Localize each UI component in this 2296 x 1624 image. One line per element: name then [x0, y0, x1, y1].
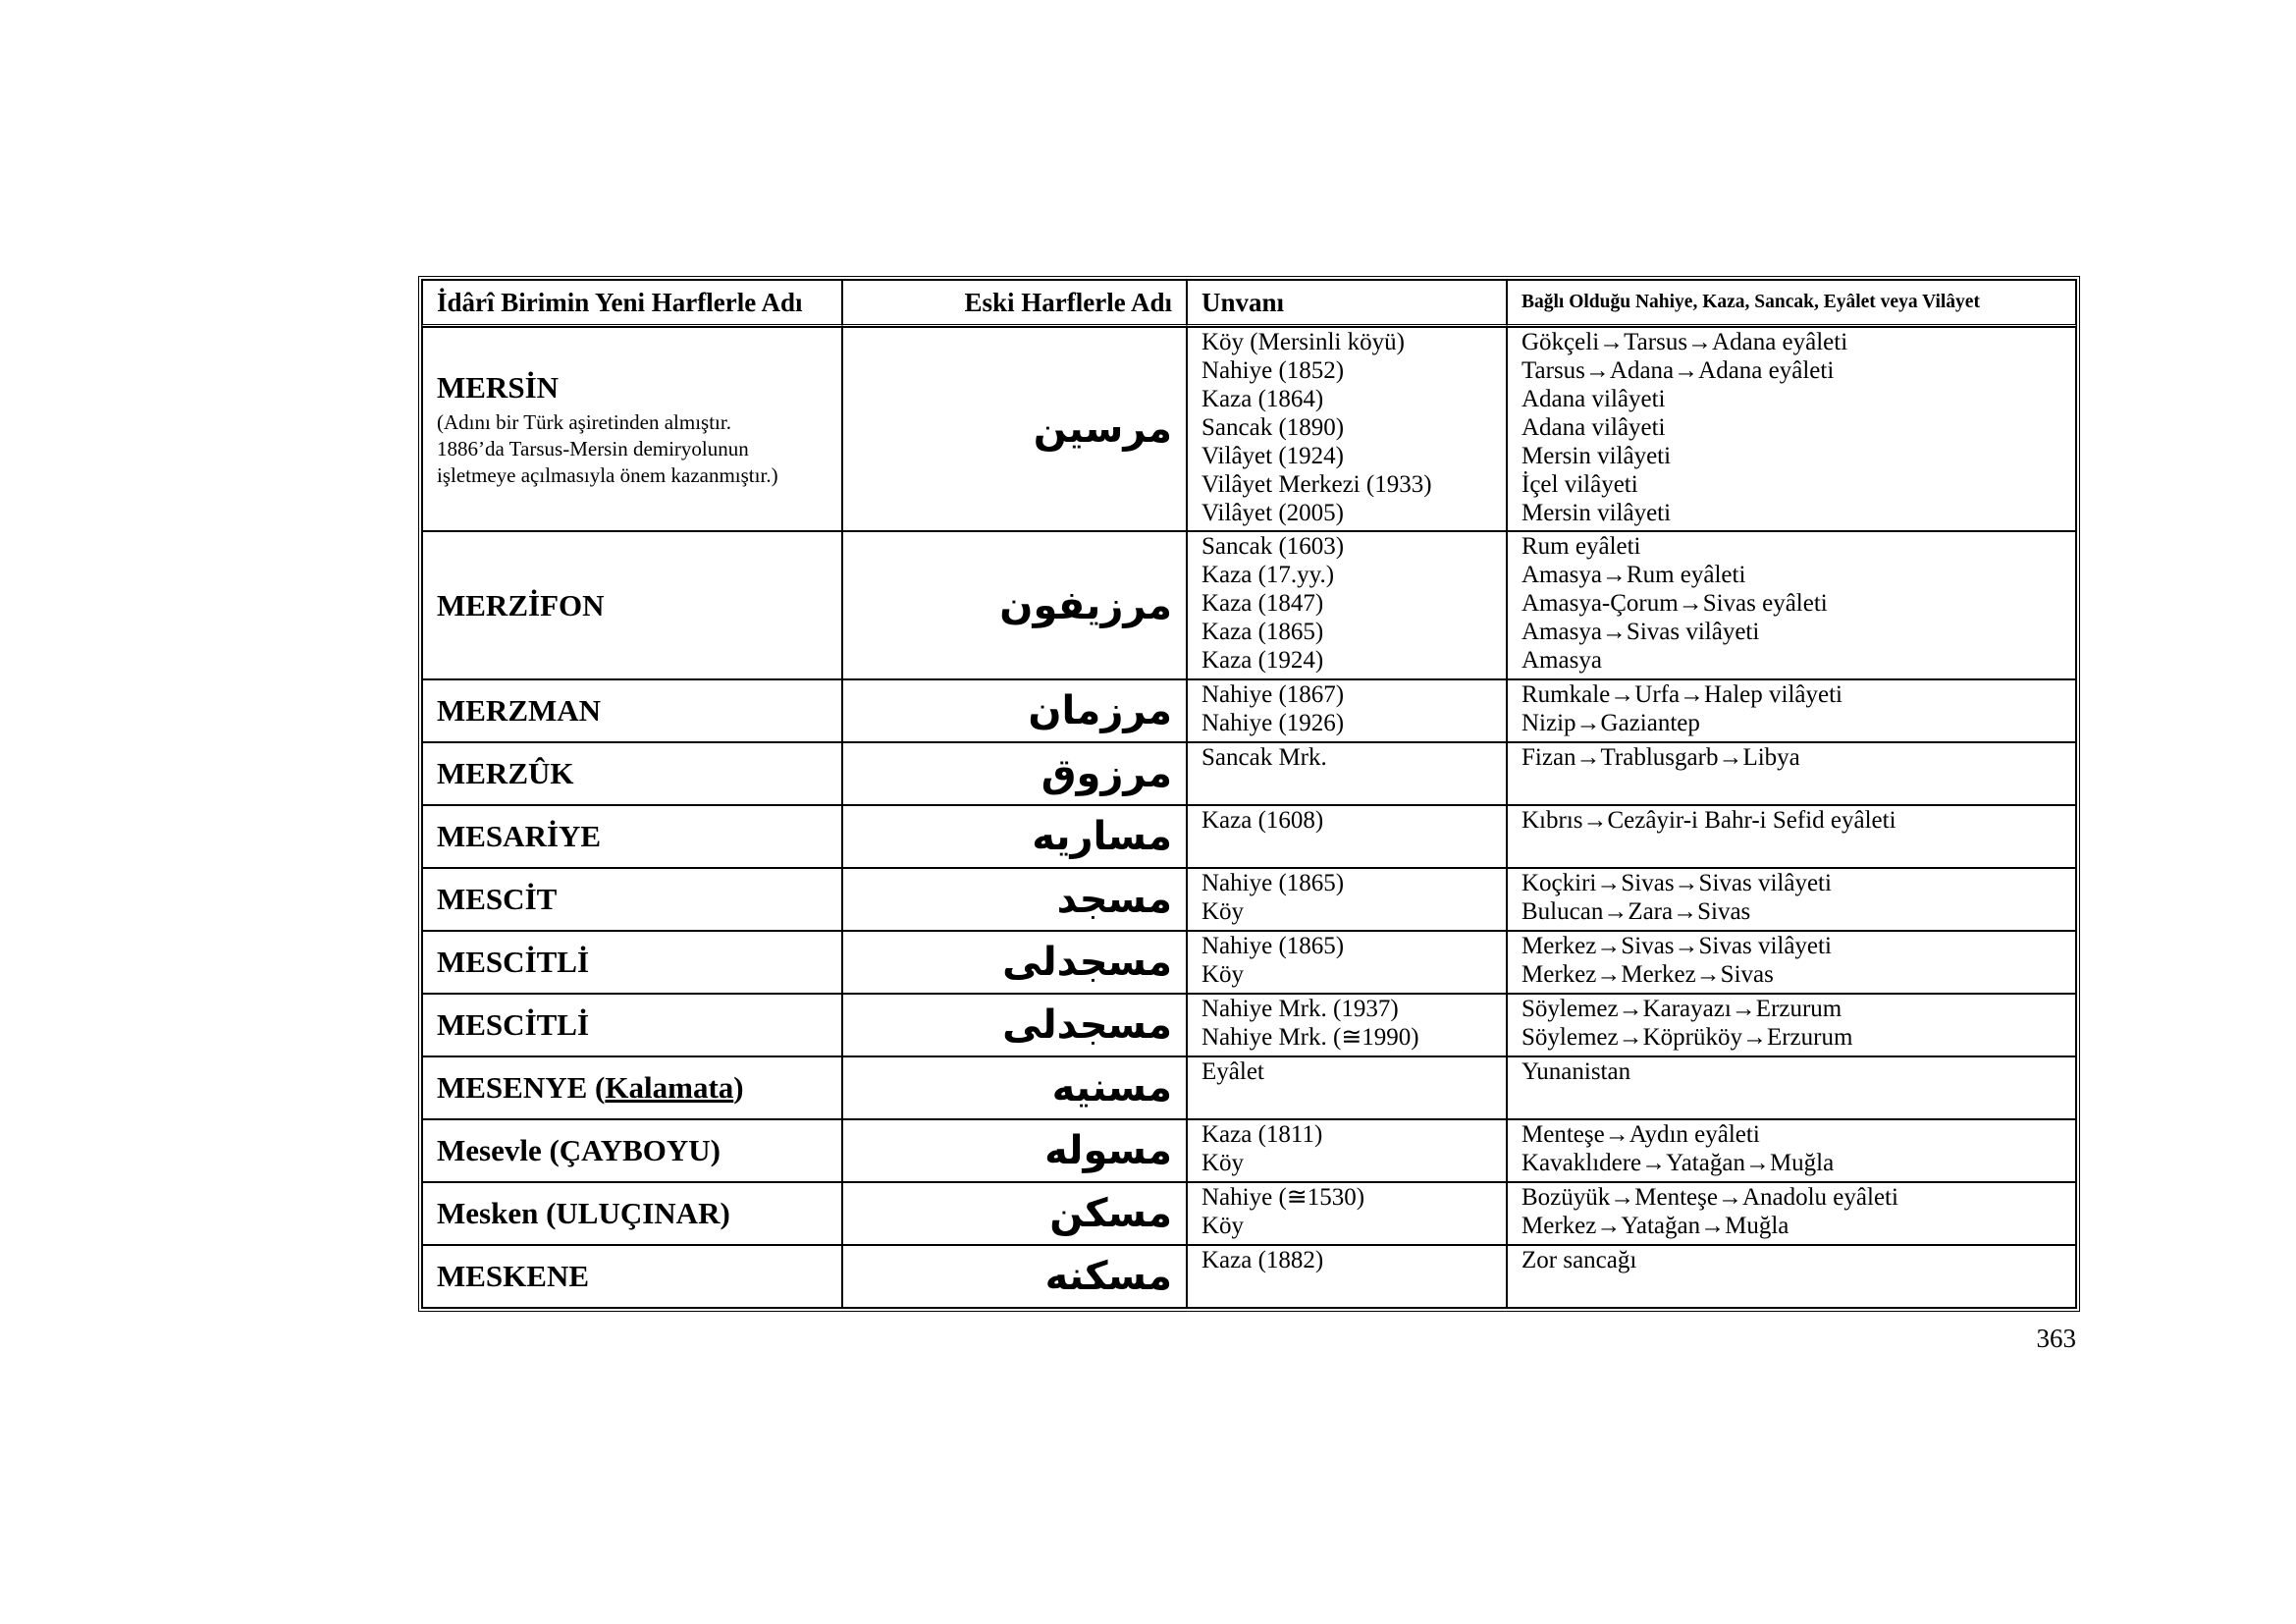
- title-line: Köy: [1201, 961, 1245, 988]
- title-line: Kaza (1847): [1201, 590, 1324, 617]
- title-line: Eyâlet: [1201, 1058, 1264, 1085]
- gazetteer-table: [418, 276, 2080, 1312]
- unit-note: [437, 409, 841, 489]
- table-row: [422, 531, 2076, 679]
- affiliation-cell: [1507, 1056, 2076, 1119]
- affiliation-line: Söylemez→Köprüköy→Erzurum: [1522, 1024, 1853, 1051]
- table-row: [422, 868, 2076, 931]
- affiliation-line: Amasya: [1522, 647, 1602, 674]
- table-row: [422, 327, 2076, 531]
- affiliation-line: İçel vilâyeti: [1522, 471, 1638, 498]
- title-cell: [1187, 931, 1507, 994]
- arabic-name: مسكن: [842, 1182, 1187, 1245]
- title-line: Sancak Mrk.: [1201, 744, 1327, 771]
- unit-name-prefix: MESENYE (: [437, 1070, 606, 1105]
- affiliation-cell: [1507, 1182, 2076, 1245]
- table-row: [422, 931, 2076, 994]
- affiliation-cell: [1507, 742, 2076, 805]
- title-cell: [1187, 327, 1507, 531]
- title-cell: [1187, 1182, 1507, 1245]
- unit-name: MERSİN: [437, 369, 560, 405]
- affiliation-line: Kıbrıs→Cezâyir-i Bahr-i Sefid eyâleti: [1522, 807, 1896, 834]
- title-line: Kaza (1864): [1201, 386, 1324, 412]
- title-line: Nahiye (1867): [1201, 681, 1345, 708]
- unit-name: Mesevle (ÇAYBOYU): [422, 1119, 842, 1182]
- table-row: [422, 994, 2076, 1056]
- affiliation-line: Adana vilâyeti: [1522, 386, 1666, 412]
- arabic-name: مسنيه: [842, 1056, 1187, 1119]
- title-line: Vilâyet Merkezi (1933): [1201, 471, 1432, 498]
- unit-note-line: (Adını bir Türk aşiretinden almıştır.: [437, 409, 731, 434]
- title-line: Kaza (1608): [1201, 807, 1324, 834]
- table-row: [422, 805, 2076, 868]
- table-row: [422, 1182, 2076, 1245]
- affiliation-line: Bozüyük→Menteşe→Anadolu eyâleti: [1522, 1184, 1898, 1211]
- title-line: Nahiye (≅1530): [1201, 1184, 1365, 1211]
- arabic-name: مسوله: [842, 1119, 1187, 1182]
- unit-name: MESCİT: [422, 868, 842, 931]
- affiliation-cell: [1507, 679, 2076, 742]
- affiliation-line: Bulucan→Zara→Sivas: [1522, 898, 1751, 925]
- title-line: Kaza (1811): [1201, 1121, 1323, 1148]
- affiliation-line: Kavaklıdere→Yatağan→Muğla: [1522, 1150, 1835, 1176]
- table-row: [422, 1056, 2076, 1119]
- title-line: Nahiye (1865): [1201, 870, 1345, 896]
- title-line: Kaza (1882): [1201, 1247, 1324, 1273]
- affiliation-line: Amasya→Sivas vilâyeti: [1522, 619, 1760, 645]
- affiliation-cell: [1507, 1245, 2076, 1308]
- affiliation-line: Koçkiri→Sivas→Sivas vilâyeti: [1522, 870, 1832, 896]
- affiliation-line: Adana vilâyeti: [1522, 414, 1666, 441]
- title-cell: [1187, 868, 1507, 931]
- table-row: [422, 1119, 2076, 1182]
- title-line: Kaza (1865): [1201, 619, 1324, 645]
- arabic-name: مرزمان: [842, 679, 1187, 742]
- unit-name: MESCİTLİ: [422, 931, 842, 994]
- affiliation-line: Yunanistan: [1522, 1058, 1631, 1085]
- title-cell: [1187, 742, 1507, 805]
- unit-note-line: işletmeye açılmasıyla önem kazanmıştır.): [437, 462, 778, 487]
- title-line: Kaza (1924): [1201, 647, 1324, 674]
- title-cell: [1187, 531, 1507, 679]
- title-line: Nahiye Mrk. (1937): [1201, 996, 1399, 1022]
- affiliation-cell: [1507, 327, 2076, 531]
- arabic-name: مسجدلى: [842, 994, 1187, 1056]
- unit-name-cell: [422, 327, 842, 531]
- title-line: Köy: [1201, 1150, 1245, 1176]
- title-line: Kaza (17.yy.): [1201, 562, 1335, 588]
- unit-name: [422, 1056, 842, 1119]
- affiliation-cell: [1507, 994, 2076, 1056]
- title-line: Köy: [1201, 1213, 1245, 1239]
- title-line: Vilâyet (2005): [1201, 500, 1344, 526]
- table-row: [422, 742, 2076, 805]
- title-cell: [1187, 679, 1507, 742]
- title-line: Nahiye (1926): [1201, 710, 1345, 736]
- unit-name: MESKENE: [422, 1245, 842, 1308]
- arabic-name: مساريه: [842, 805, 1187, 868]
- affiliation-cell: [1507, 805, 2076, 868]
- header-old-name: Eski Harflerle Adı: [842, 280, 1187, 327]
- title-line: Sancak (1603): [1201, 533, 1345, 560]
- unit-name: Mesken (ULUÇINAR): [422, 1182, 842, 1245]
- affiliation-line: Merkez→Yatağan→Muğla: [1522, 1213, 1789, 1239]
- arabic-name: مسجد: [842, 868, 1187, 931]
- title-line: Köy: [1201, 898, 1245, 925]
- affiliation-line: Fizan→Trablusgarb→Libya: [1522, 744, 1800, 771]
- page-number: 363: [2036, 1324, 2076, 1353]
- arabic-name: مرزوق: [842, 742, 1187, 805]
- title-line: Vilâyet (1924): [1201, 443, 1344, 469]
- affiliation-cell: [1507, 931, 2076, 994]
- unit-name-suffix: ): [733, 1070, 744, 1105]
- affiliation-line: Gökçeli→Tarsus→Adana eyâleti: [1522, 329, 1848, 355]
- unit-name-alias: Kalamata: [605, 1070, 734, 1105]
- title-cell: [1187, 1245, 1507, 1308]
- affiliation-line: Merkez→Sivas→Sivas vilâyeti: [1522, 933, 1832, 959]
- arabic-name: مرزيفون: [842, 531, 1187, 679]
- affiliation-line: Amasya→Rum eyâleti: [1522, 562, 1746, 588]
- affiliation-line: Rumkale→Urfa→Halep vilâyeti: [1522, 681, 1842, 708]
- title-cell: [1187, 994, 1507, 1056]
- affiliation-line: Rum eyâleti: [1522, 533, 1641, 560]
- affiliation-line: Mersin vilâyeti: [1522, 500, 1672, 526]
- affiliation-cell: [1507, 868, 2076, 931]
- title-line: Köy (Mersinli köyü): [1201, 329, 1405, 355]
- unit-name: MERZÛK: [422, 742, 842, 805]
- title-line: Sancak (1890): [1201, 414, 1345, 441]
- header-affiliation: Bağlı Olduğu Nahiye, Kaza, Sancak, Eyâlet veya Vilâyet: [1507, 280, 2076, 327]
- affiliation-line: Nizip→Gaziantep: [1522, 710, 1700, 736]
- title-line: Nahiye (1865): [1201, 933, 1345, 959]
- arabic-name: مسكنه: [842, 1245, 1187, 1308]
- arabic-name: مسجدلى: [842, 931, 1187, 994]
- table-row: [422, 1245, 2076, 1308]
- title-line: Nahiye (1852): [1201, 357, 1345, 384]
- affiliation-line: Mersin vilâyeti: [1522, 443, 1672, 469]
- affiliation-cell: [1507, 531, 2076, 679]
- affiliation-line: Söylemez→Karayazı→Erzurum: [1522, 996, 1842, 1022]
- header-title: Unvanı: [1187, 280, 1507, 327]
- title-cell: [1187, 1056, 1507, 1119]
- title-cell: [1187, 1119, 1507, 1182]
- affiliation-cell: [1507, 1119, 2076, 1182]
- arabic-name: مرسين: [842, 327, 1187, 531]
- header-new-name: İdârî Birimin Yeni Harflerle Adı: [422, 280, 842, 327]
- affiliation-line: Zor sancağı: [1522, 1247, 1637, 1273]
- affiliation-line: Amasya-Çorum→Sivas eyâleti: [1522, 590, 1828, 617]
- unit-name: MERZMAN: [422, 679, 842, 742]
- unit-note-line: 1886’da Tarsus-Mersin demiryolunun: [437, 436, 749, 460]
- title-line: Nahiye Mrk. (≅1990): [1201, 1024, 1419, 1051]
- affiliation-line: Merkez→Merkez→Sivas: [1522, 961, 1774, 988]
- affiliation-line: Tarsus→Adana→Adana eyâleti: [1522, 357, 1835, 384]
- table-row: [422, 679, 2076, 742]
- unit-name: MESCİTLİ: [422, 994, 842, 1056]
- unit-name: MERZİFON: [422, 531, 842, 679]
- affiliation-line: Menteşe→Aydın eyâleti: [1522, 1121, 1760, 1148]
- table-header-row: [422, 280, 2076, 327]
- unit-name: MESARİYE: [422, 805, 842, 868]
- title-cell: [1187, 805, 1507, 868]
